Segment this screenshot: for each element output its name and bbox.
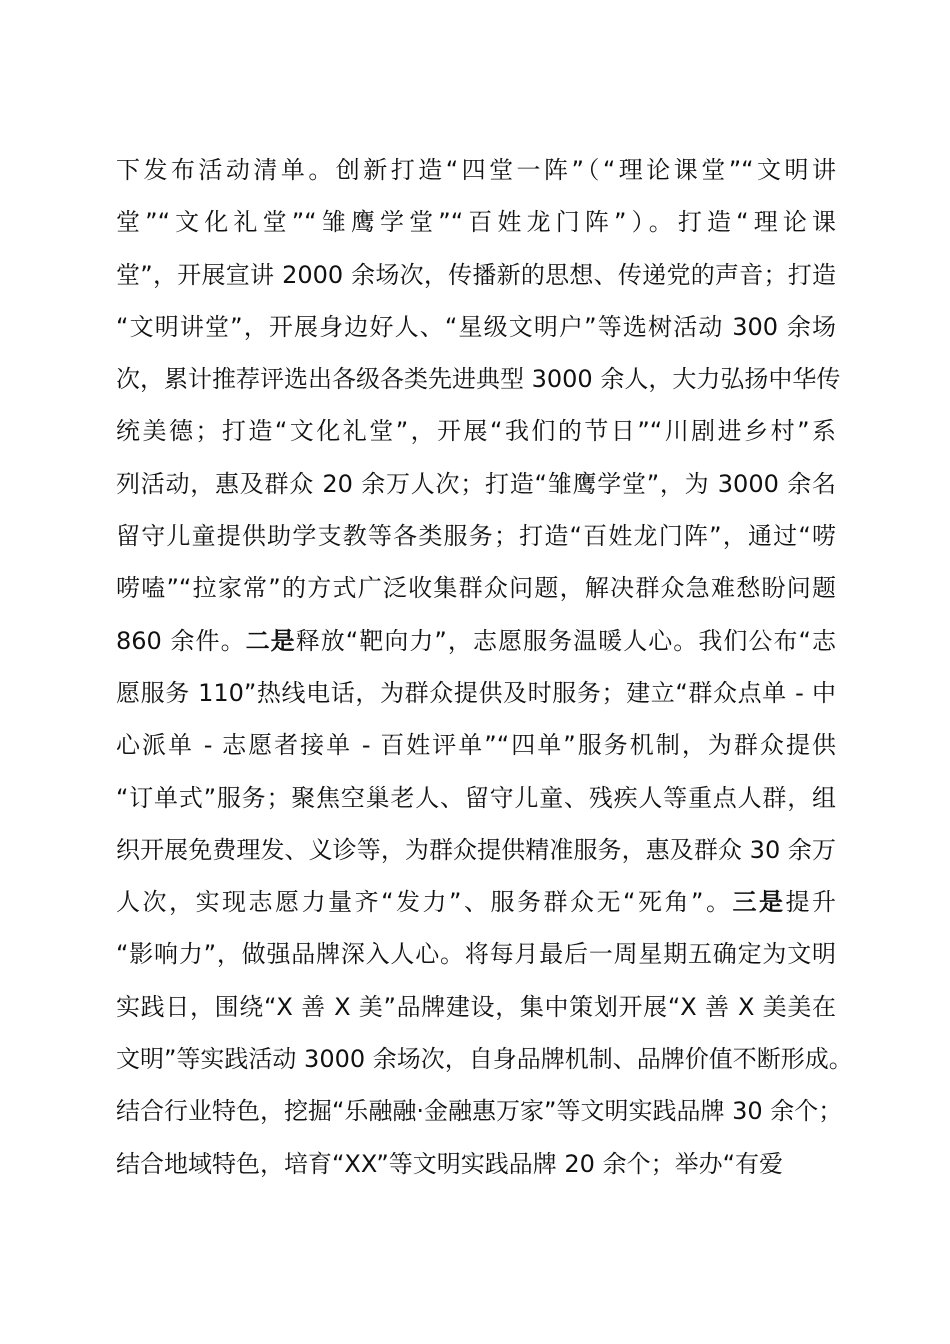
text-run: 列活动，惠及群众 20 余万人次；打造“雏鹰学堂”，为 3000 余名	[116, 469, 836, 498]
text-run: 织开展免费理发、义诊等，为群众提供精准服务，惠及群众 30 余万	[116, 835, 836, 864]
text-run: 文明”等实践活动 3000 余场次，自身品牌机制、品牌价值不断形成。	[116, 1045, 853, 1074]
text-line	[116, 719, 836, 771]
text-line	[116, 1033, 853, 1085]
text-run: 次，累计推荐评选出各级各类先进典型 3000 余人，大力弘扬中华传	[116, 365, 841, 394]
text-run: 提升	[785, 888, 837, 917]
text-run: 堂”“文化礼堂”“雏鹰学堂”“百姓龙门阵”）。打造“理论课	[116, 208, 836, 237]
text-run: 下发布活动清单。创新打造“四堂一阵”（“理论课堂”“文明讲	[116, 156, 836, 184]
bold-lead-text: 三是	[732, 888, 786, 917]
text-line	[116, 405, 836, 457]
text-run: 实践日，围绕“X 善 X 美”品牌建设，集中策划开展“X 善 X 美美在	[116, 992, 836, 1021]
text-line	[116, 1085, 843, 1137]
text-line	[116, 562, 836, 614]
text-line	[116, 928, 836, 980]
text-run: 堂”，开展宣讲 2000 余场次，传播新的思想、传递党的声音；打造	[116, 260, 836, 289]
text-run: 唠嗑”“拉家常”的方式广泛收集群众问题，解决群众急难愁盼问题	[116, 574, 836, 603]
text-line	[116, 772, 836, 824]
text-line	[116, 1138, 836, 1190]
text-line	[116, 301, 836, 353]
text-line	[116, 981, 836, 1033]
text-run: 心派单 - 志愿者接单 - 百姓评单”“四单”服务机制，为群众提供	[116, 731, 836, 760]
text-run: 统美德；打造“文化礼堂”，开展“我们的节日”“川剧进乡村”系	[116, 417, 836, 446]
text-run: 释放“靶向力”，志愿服务温暖人心。我们公布“志	[295, 626, 837, 655]
text-run: 愿服务 110”热线电话，为群众提供及时服务；建立“群众点单 - 中	[116, 678, 836, 707]
text-line	[116, 196, 836, 248]
text-run: “影响力”，做强品牌深入人心。将每月最后一周星期五确定为文明	[116, 940, 836, 969]
text-run: 860 余件。	[116, 626, 246, 655]
text-line	[116, 249, 836, 301]
text-run: “文明讲堂”，开展身边好人、“星级文明户”等选树活动 300 余场	[116, 312, 836, 341]
text-line	[116, 667, 836, 719]
bold-lead-text: 二是	[245, 626, 296, 655]
text-line	[116, 824, 836, 876]
text-line	[116, 510, 836, 562]
text-line	[116, 458, 836, 510]
text-run: “订单式”服务；聚焦空巢老人、留守儿童、残疾人等重点人群，组	[116, 783, 836, 812]
text-line	[116, 615, 836, 667]
text-line	[116, 876, 836, 928]
text-run: 留守儿童提供助学支教等各类服务；打造“百姓龙门阵”，通过“唠	[116, 522, 836, 551]
text-run: 人次，实现志愿力量齐“发力”、服务群众无“死角”。	[116, 888, 733, 917]
text-line	[116, 353, 841, 405]
body-text	[116, 144, 853, 1190]
text-line	[116, 144, 836, 196]
text-run: 结合地域特色，培育“XX”等文明实践品牌 20 余个；举办“有爱	[116, 1149, 784, 1178]
text-run: 结合行业特色，挖掘“乐融融·金融惠万家”等文明实践品牌 30 余个；	[116, 1097, 843, 1126]
